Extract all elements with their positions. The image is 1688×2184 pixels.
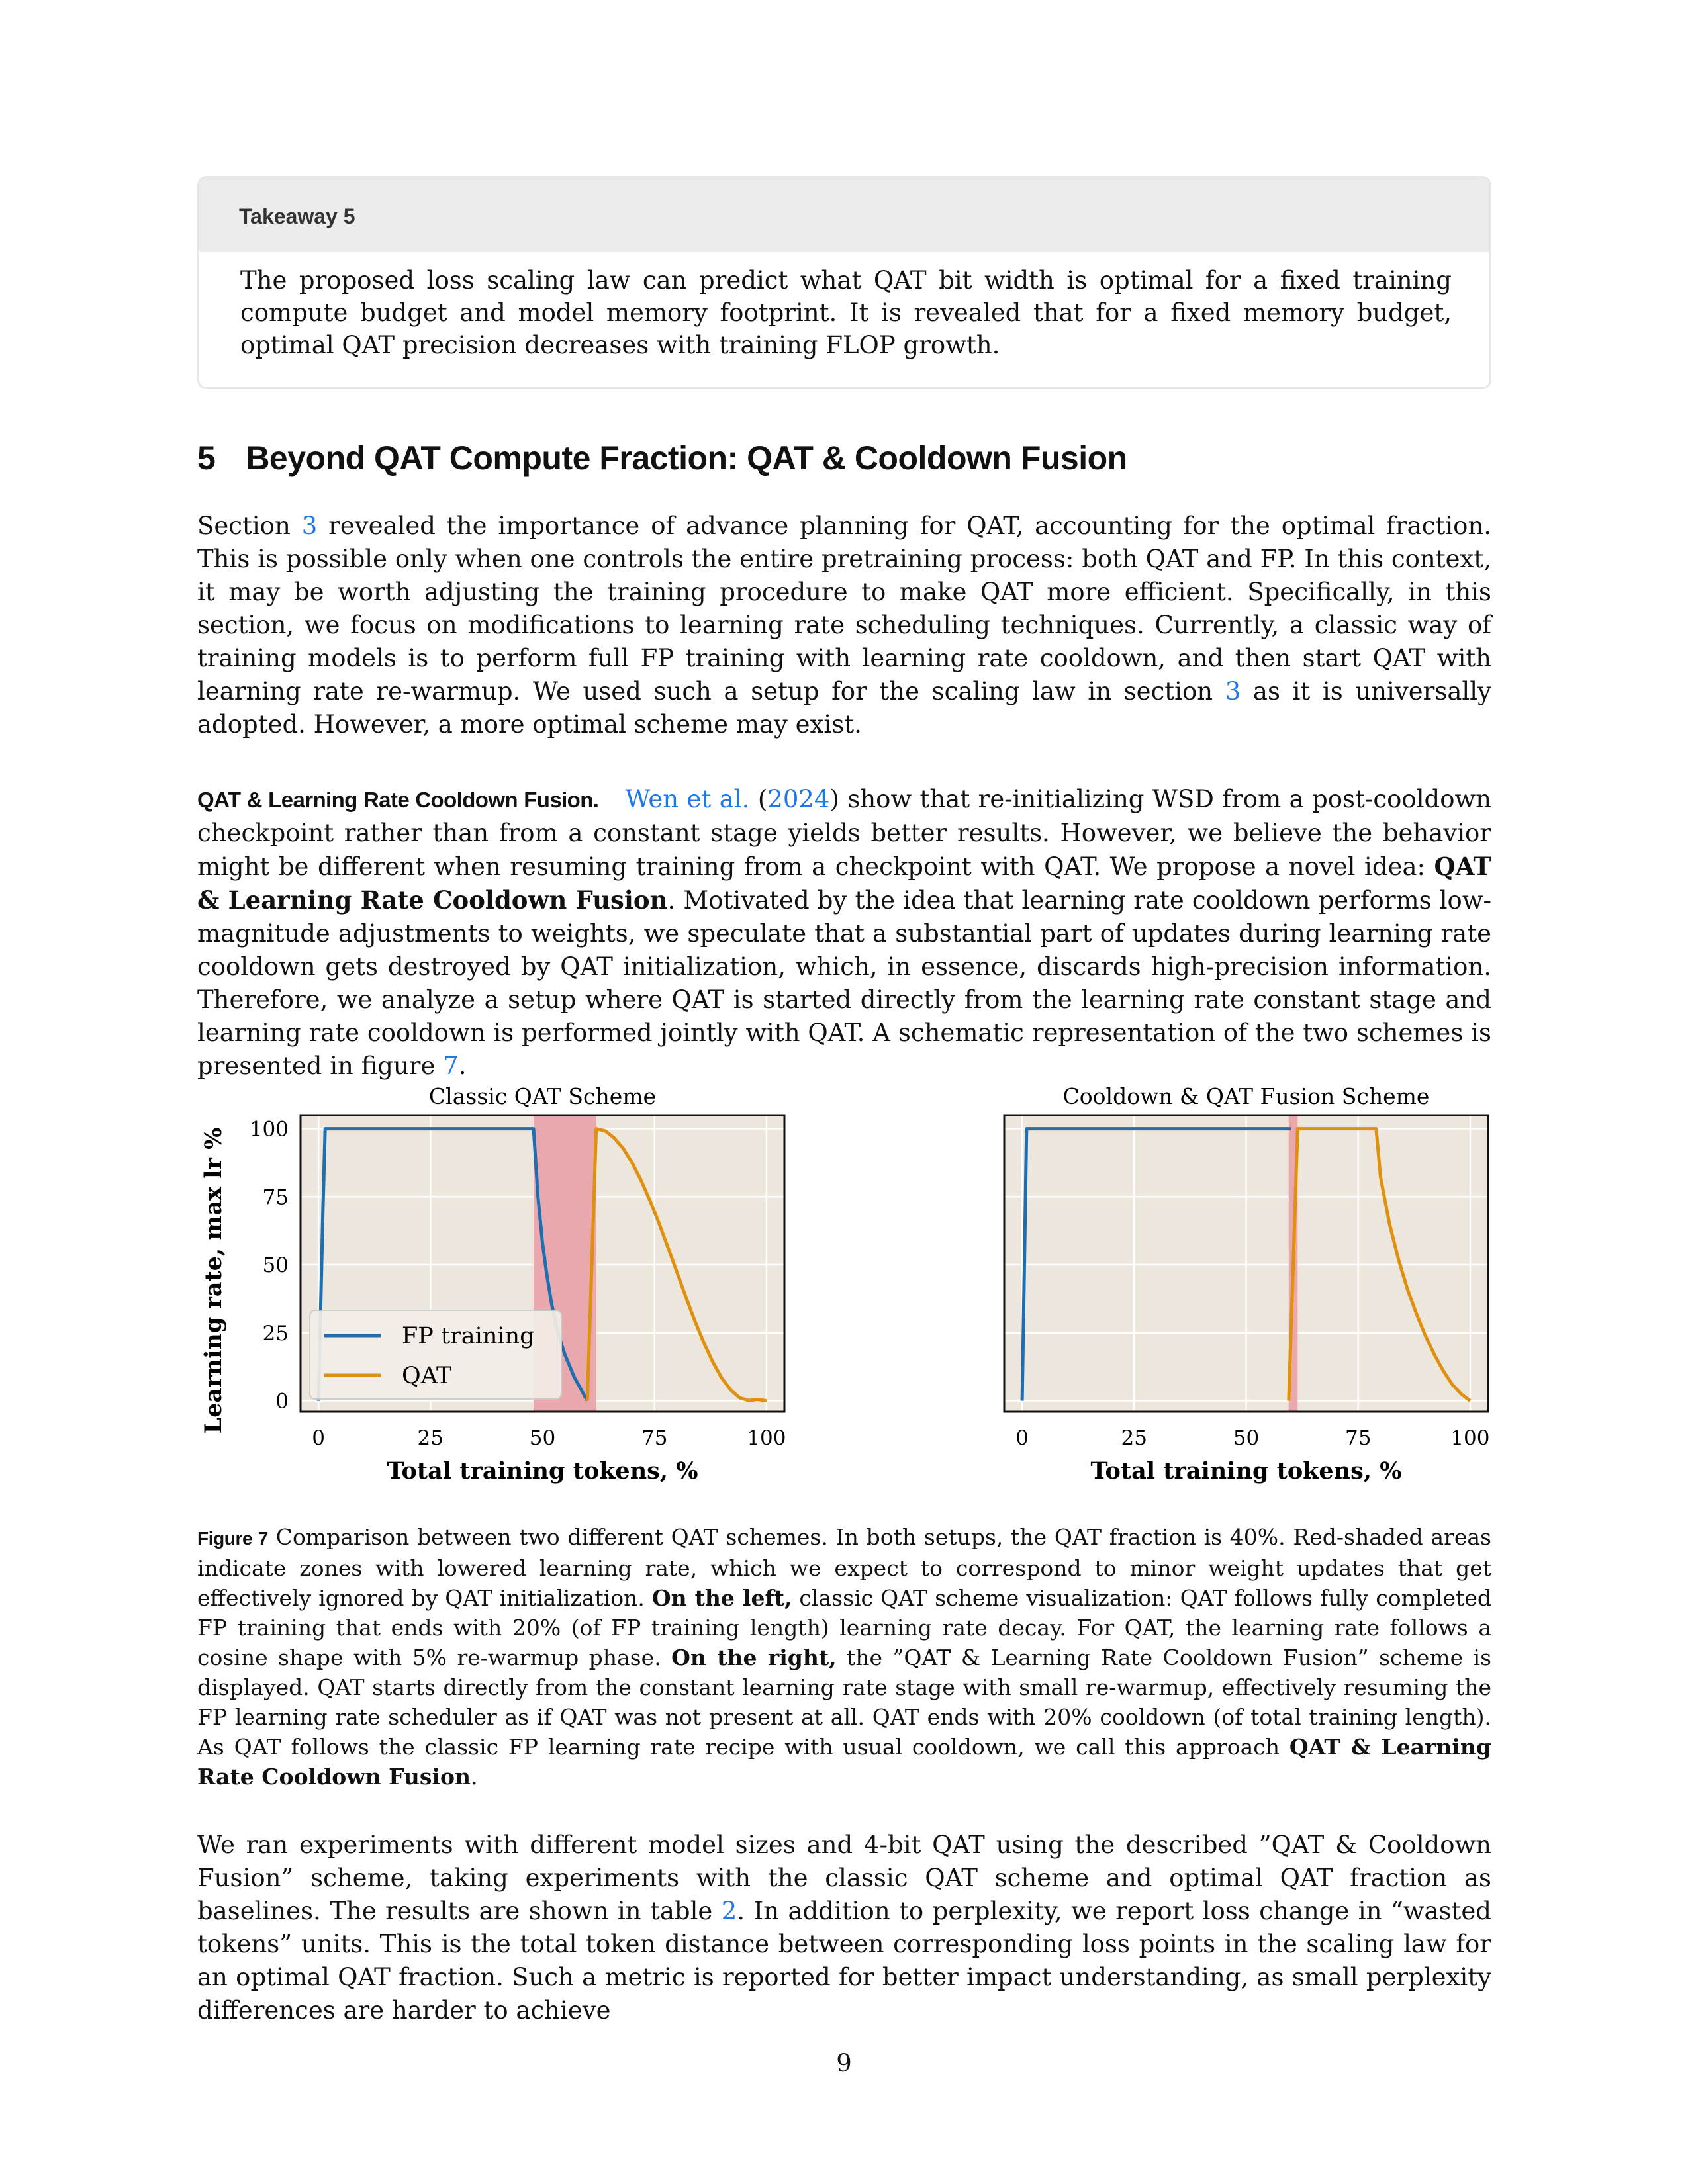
takeaway-box — [197, 176, 1491, 389]
paragraph-fusion — [197, 783, 1491, 1083]
y-tick-label: 75 — [262, 1185, 289, 1210]
text-run: ) show that re-initializing WSD from a post-cooldown checkpoint rather than from a constant stage yields better results. However, we believe the behavior might be different when resuming training from a checkpoint with QAT. We propose a novel idea: — [197, 785, 1491, 881]
text-run: . — [458, 1052, 467, 1080]
x-axis-label: Total training tokens, % — [387, 1457, 698, 1484]
legend-label: QAT — [402, 1363, 452, 1389]
table-ref-link[interactable]: 2 — [721, 1897, 737, 1925]
text-run: ( — [749, 785, 768, 813]
bold-term: On the right, — [671, 1645, 837, 1670]
takeaway-header — [199, 178, 1489, 252]
bold-term: QAT & Learning Rate Cooldown Fusion — [197, 852, 1491, 915]
chart-title: Cooldown & QAT Fusion Scheme — [1062, 1083, 1430, 1109]
caption-label: Figure 7 — [197, 1528, 268, 1549]
bold-term: QAT & Learning Rate Cooldown Fusion — [197, 1734, 1491, 1790]
paragraph-lead: QAT & Learning Rate Cooldown Fusion. — [197, 788, 599, 812]
x-tick-label: 100 — [1450, 1426, 1490, 1450]
y-axis-label: Learning rate, max lr % — [200, 1127, 227, 1434]
x-tick-label: 25 — [1121, 1426, 1148, 1450]
paragraph-results — [197, 1829, 1491, 2027]
citation-author-link[interactable]: Wen et al. — [625, 785, 750, 813]
figure-caption — [197, 1522, 1491, 1792]
y-tick-label: 100 — [249, 1117, 289, 1142]
x-axis-label: Total training tokens, % — [1090, 1457, 1402, 1484]
paragraph-intro — [197, 510, 1491, 741]
y-tick-label: 25 — [262, 1321, 289, 1345]
x-tick-label: 100 — [747, 1426, 786, 1450]
text-run: We ran experiments with different model sizes and 4-bit QAT using the described ”QAT & Cooldown Fusion” scheme, taking experiments with the classic QAT scheme and optimal QAT fraction as baselines. The results are shown in table — [197, 1831, 1491, 1925]
figure-ref-link[interactable]: 7 — [443, 1052, 459, 1080]
figure-7 — [0, 1059, 1688, 1509]
legend-label: FP training — [402, 1323, 535, 1349]
text-run: classic QAT scheme visualization: QAT follows fully completed FP training that ends with 20% (of FP training length) learning rate decay. For QAT, the learning rate follows a cosine shape with 5% re-warmup phase. — [197, 1585, 1491, 1670]
x-tick-label: 50 — [529, 1426, 556, 1450]
chart-cooldown-fusion — [1004, 1083, 1490, 1484]
text-run: revealed the importance of advance planning for QAT, accounting for the optimal fraction. This is possible only when one controls the entire pretraining process: both QAT and FP. In this context, it may be worth adjusting the training procedure to make QAT more efficient. Specifically, in this section, we focus on modifications to learning rate scheduling techniques. Currently, a classic way of training models is to perform full FP training with learning rate cooldown, and then start QAT with learning rate re-warmup. We used such a setup for the scaling law in section — [197, 512, 1492, 705]
text-run: . In addition to perplexity, we report loss change in “wasted tokens” units. This is the total token distance between corresponding loss points in the scaling law for an optimal QAT fraction. Such a metric is reported for better impact understanding, as small perplexity differences are harder to achieve — [197, 1897, 1491, 2025]
citation-year-link[interactable]: 2024 — [767, 785, 830, 813]
chart-classic-qat — [250, 1083, 786, 1484]
x-tick-label: 0 — [1015, 1426, 1029, 1450]
section-heading — [197, 439, 1127, 477]
y-tick-label: 0 — [275, 1389, 289, 1414]
text-run: . — [471, 1764, 478, 1790]
section-ref-link[interactable]: 3 — [301, 512, 318, 540]
x-tick-label: 0 — [312, 1426, 325, 1450]
takeaway-title: Takeaway 5 — [239, 205, 355, 228]
legend — [310, 1310, 561, 1399]
x-tick-label: 75 — [641, 1426, 668, 1450]
section-ref-link[interactable]: 3 — [1225, 677, 1241, 705]
text-run: . Motivated by the idea that learning rate cooldown performs low-magnitude adjustments to weights, we speculate that a substantial part of updates during learning rate cooldown gets destroyed by QAT initialization, which, in essence, discards high-precision information. Therefore, we analyze a setup where QAT is started directly from the learning rate constant stage and learning rate cooldown is performed jointly with QAT. A schematic representation of the two schemes is presented in figure — [197, 886, 1491, 1080]
page-number: 9 — [836, 2049, 852, 2077]
bold-term: On the left, — [651, 1585, 792, 1611]
text-run: Comparison between two different QAT schemes. In both setups, the QAT fraction is 40%. Red-shaded areas indicate zones with lowered learning rate, which we expect to correspond to minor weight updates that get effectively ignored by QAT initialization. — [197, 1524, 1491, 1611]
chart-title: Classic QAT Scheme — [428, 1083, 657, 1109]
x-tick-label: 50 — [1233, 1426, 1260, 1450]
text-run: Section — [197, 512, 302, 540]
y-tick-label: 50 — [262, 1253, 289, 1278]
text-run: the ”QAT & Learning Rate Cooldown Fusion” scheme is displayed. QAT starts directly from the constant learning rate stage with small re-warmup, effectively resuming the FP learning rate scheduler as if QAT was not present at all. QAT ends with 20% cooldown (of total training length). As QAT follows the classic FP learning rate recipe with usual cooldown, we call this approach — [197, 1645, 1491, 1760]
x-tick-label: 75 — [1344, 1426, 1372, 1450]
section-title-text: Beyond QAT Compute Fraction: QAT & Cooldown Fusion — [246, 439, 1127, 477]
x-tick-label: 25 — [417, 1426, 444, 1450]
text-run: as it is universally adopted. However, a more optimal scheme may exist. — [197, 677, 1491, 739]
section-number: 5 — [197, 439, 216, 477]
takeaway-body: The proposed loss scaling law can predict what QAT bit width is optimal for a fixed training compute budget and model memory footprint. It is revealed that for a fixed memory budget, optimal QAT precision decreases with training FLOP growth. — [240, 266, 1452, 359]
